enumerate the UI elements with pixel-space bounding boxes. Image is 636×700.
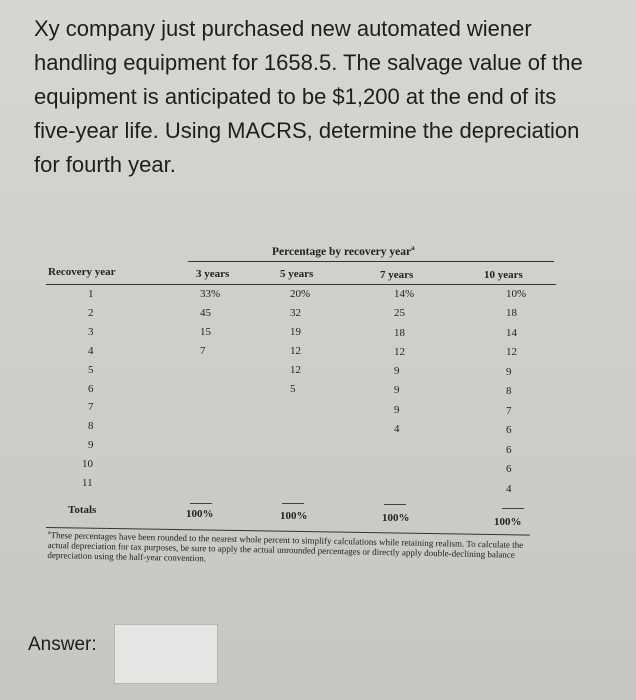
percentage-cell: 7 xyxy=(506,404,512,417)
percentage-cell: 15 xyxy=(200,325,211,338)
total-cell: 100% xyxy=(280,510,308,522)
table-caption: Percentage by recovery year$^a$ xyxy=(272,244,415,258)
recovery-year-cell: 8 xyxy=(88,420,94,433)
percentage-cell: 14 xyxy=(506,326,517,339)
caption-footnote-mark: a xyxy=(411,244,415,252)
percentage-cell: 19 xyxy=(290,326,301,339)
percentage-cell: 32 xyxy=(290,307,301,320)
percentage-cell: 9 xyxy=(394,365,400,377)
recovery-year-cell: 3 xyxy=(88,325,94,338)
percentage-cell: 20% xyxy=(290,288,311,300)
column-header: 7 years xyxy=(380,269,414,281)
percentage-cell: 12 xyxy=(290,345,301,358)
header-rule xyxy=(46,284,556,285)
answer-input[interactable] xyxy=(114,624,218,684)
percentage-cell: 9 xyxy=(394,403,400,416)
percentage-cell: 18 xyxy=(506,307,517,320)
table-footnote: $^a$These percentages have been rounded to the nearest whole percent to simplify calculations while retaining realism. To calculate the actual depreciation for tax purposes, be sure to apply the actual unrounded percentages or directly apply double-declining balance depreciation using the half-year convention. xyxy=(47,529,524,564)
footnote-mark: a xyxy=(47,529,51,537)
total-rule xyxy=(384,504,406,505)
column-header: 5 years xyxy=(280,268,314,280)
percentage-cell: 7 xyxy=(200,344,206,357)
recovery-year-cell: 11 xyxy=(82,477,93,489)
recovery-year-cell: 1 xyxy=(88,288,94,300)
total-cell: 100% xyxy=(186,508,214,520)
recovery-year-cell: 6 xyxy=(88,382,94,395)
totals-label: Totals xyxy=(68,504,97,516)
percentage-cell: 33% xyxy=(200,288,221,300)
recovery-year-cell: 4 xyxy=(88,344,94,357)
recovery-year-cell: 9 xyxy=(88,439,94,452)
recovery-year-cell: 7 xyxy=(88,401,94,414)
total-cell: 100% xyxy=(494,516,522,528)
percentage-cell: 12 xyxy=(290,364,301,377)
column-header: 10 years xyxy=(484,269,523,281)
percentage-cell: 4 xyxy=(506,482,512,495)
total-rule xyxy=(502,508,524,509)
percentage-cell: 10% xyxy=(506,288,527,300)
percentage-cell: 4 xyxy=(394,422,400,435)
row-header: Recovery year xyxy=(48,266,116,278)
percentage-cell: 12 xyxy=(506,346,517,359)
percentage-cell: 45 xyxy=(200,306,211,319)
total-cell: 100% xyxy=(382,512,410,524)
percentage-cell: 14% xyxy=(394,288,415,300)
percentage-cell: 6 xyxy=(506,424,512,437)
caption-rule xyxy=(188,261,554,262)
percentage-cell: 8 xyxy=(506,385,512,398)
percentage-cell: 25 xyxy=(394,307,405,320)
total-rule xyxy=(282,503,304,504)
recovery-year-cell: 10 xyxy=(82,458,93,471)
question-text: Xy company just purchased new automated wiener handling equipment for 1658.5. The salvage value of the equipment is anticipated to be $1,200 at the end of its five-year life. Using MACRS, determine the depreciation for fourth year. xyxy=(34,16,583,177)
percentage-cell: 9 xyxy=(394,384,400,397)
percentage-cell: 5 xyxy=(290,383,296,396)
recovery-year-cell: 2 xyxy=(88,306,94,319)
percentage-cell: 6 xyxy=(506,443,512,456)
percentage-cell: 18 xyxy=(394,326,405,339)
recovery-year-cell: 5 xyxy=(88,363,94,376)
column-header: 3 years xyxy=(196,268,230,280)
total-rule xyxy=(190,503,212,504)
percentage-cell: 6 xyxy=(506,463,512,476)
percentage-cell: 9 xyxy=(506,365,512,378)
answer-label: Answer: xyxy=(28,634,97,655)
percentage-cell: 12 xyxy=(394,345,405,358)
